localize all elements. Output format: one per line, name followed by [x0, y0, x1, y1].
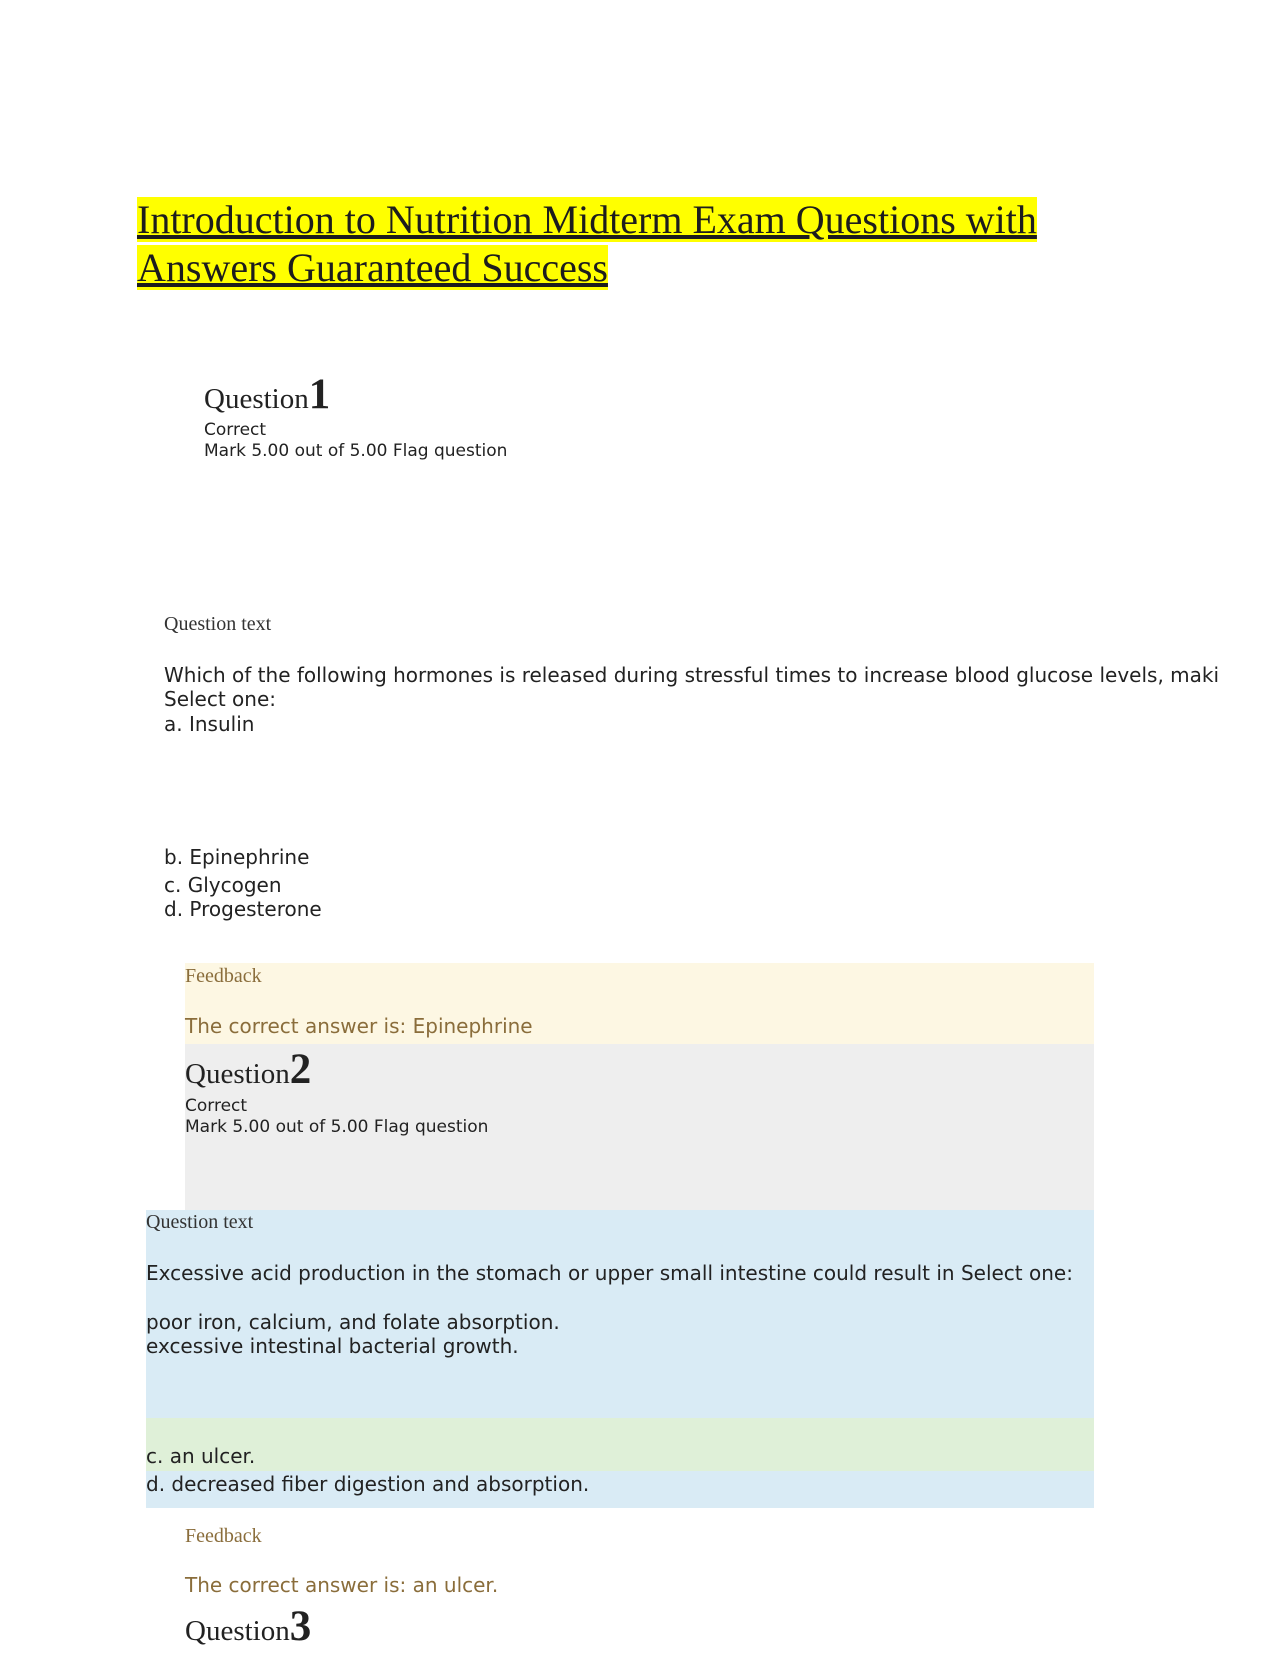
- question-2-mark: Mark 5.00 out of 5.00 Flag question: [185, 1117, 489, 1137]
- question-1-mark: Mark 5.00 out of 5.00 Flag question: [204, 441, 508, 461]
- question-2-option-b[interactable]: excessive intestinal bacterial growth.: [146, 1334, 519, 1358]
- question-2-option-a[interactable]: poor iron, calcium, and folate absorption.: [146, 1310, 560, 1334]
- question-1-feedback-text: The correct answer is: Epinephrine: [185, 1014, 533, 1038]
- question-1-heading: [204, 370, 330, 419]
- question-1-feedback-label: Feedback: [185, 965, 262, 987]
- question-number: 3: [289, 1603, 312, 1650]
- question-1-select-one: Select one:: [164, 687, 277, 711]
- question-1-option-a[interactable]: a. Insulin: [164, 712, 255, 736]
- question-2-selected-answer-box: [146, 1418, 1094, 1471]
- question-1-option-b[interactable]: b. Epinephrine: [164, 845, 310, 869]
- document-title: [137, 196, 1097, 292]
- question-2-state: Correct: [185, 1096, 248, 1116]
- question-label: Question: [204, 383, 309, 415]
- question-label: Question: [185, 1058, 290, 1090]
- question-2-prompt: Excessive acid production in the stomach or upper small intestine could result in Select one:: [146, 1261, 1073, 1285]
- question-1-prompt: Which of the following hormones is released during stressful times to increase blood glucose levels, maki: [164, 663, 1220, 687]
- question-2-feedback-label: Feedback: [185, 1525, 262, 1547]
- question-3-heading: [185, 1602, 311, 1651]
- question-label: Question: [185, 1615, 290, 1647]
- question-1-state: Correct: [204, 420, 267, 440]
- question-1-option-d[interactable]: d. Progesterone: [164, 897, 322, 921]
- question-1-text-label: Question text: [164, 613, 272, 635]
- title-text: Introduction to Nutrition Midterm Exam Questions with Answers Guaranteed Success: [137, 197, 1037, 290]
- question-1-option-c[interactable]: c. Glycogen: [164, 873, 282, 897]
- question-2-option-d[interactable]: d. decreased fiber digestion and absorption.: [146, 1472, 590, 1496]
- question-2-heading: [185, 1045, 311, 1094]
- question-2-feedback-text: The correct answer is: an ulcer.: [185, 1573, 499, 1597]
- question-number: 1: [308, 371, 331, 418]
- question-2-option-c[interactable]: c. an ulcer.: [146, 1444, 256, 1468]
- question-number: 2: [289, 1046, 312, 1093]
- question-2-text-label: Question text: [146, 1211, 254, 1233]
